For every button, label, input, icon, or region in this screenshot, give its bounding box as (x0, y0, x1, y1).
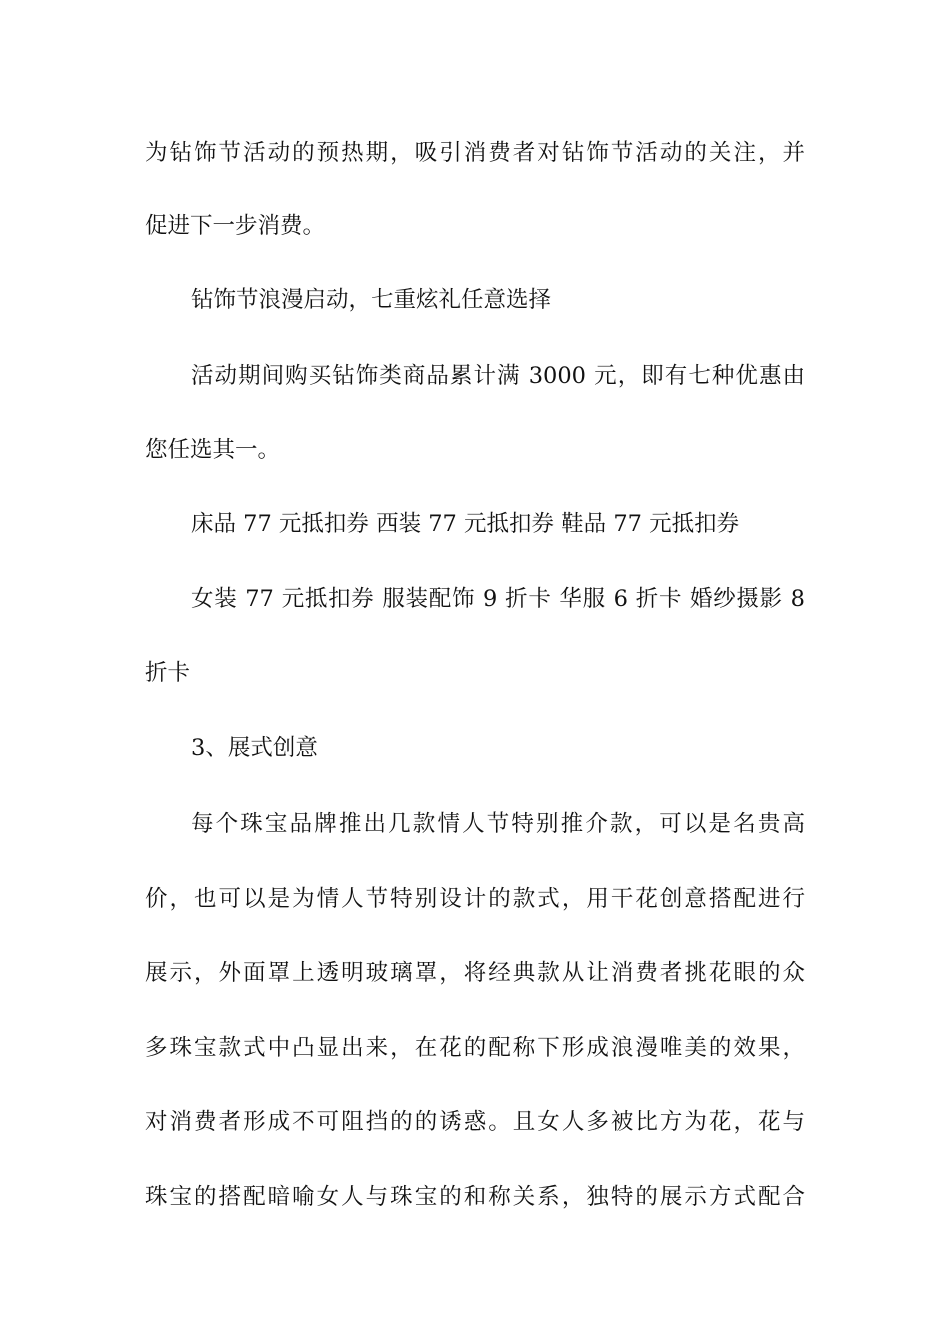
paragraph-line: 展示，外面罩上透明玻璃罩，将经典款从让消费者挑花眼的众 (145, 960, 805, 986)
section-heading-line: 钻饰节浪漫启动，七重炫礼任意选择 (191, 287, 552, 313)
offer-list-line: 折卡 (145, 660, 191, 686)
paragraph-line: 您任选其一。 (145, 437, 281, 463)
section-heading: 3、展式创意 (191, 735, 318, 761)
offer-list-line: 女装 77 元抵扣券 服装配饰 9 折卡 华服 6 折卡 婚纱摄影 8 (191, 586, 805, 612)
paragraph-line: 活动期间购买钻饰类商品累计满 3000 元，即有七种优惠由 (191, 363, 805, 389)
paragraph-line: 珠宝的搭配暗喻女人与珠宝的和称关系，独特的展示方式配合 (145, 1184, 805, 1210)
paragraph-line: 促进下一步消费。 (145, 213, 326, 239)
paragraph-line: 为钻饰节活动的预热期，吸引消费者对钻饰节活动的关注，并 (145, 140, 805, 166)
paragraph-line: 每个珠宝品牌推出几款情人节特别推介款，可以是名贵高 (191, 811, 805, 837)
paragraph-line: 对消费者形成不可阻挡的的诱惑。且女人多被比方为花，花与 (145, 1109, 805, 1135)
paragraph-line: 价，也可以是为情人节特别设计的款式，用干花创意搭配进行 (145, 886, 805, 912)
paragraph-line: 多珠宝款式中凸显出来，在花的配称下形成浪漫唯美的效果， (145, 1035, 805, 1061)
offer-list-line: 床品 77 元抵扣券 西装 77 元抵扣券 鞋品 77 元抵扣券 (191, 511, 740, 537)
